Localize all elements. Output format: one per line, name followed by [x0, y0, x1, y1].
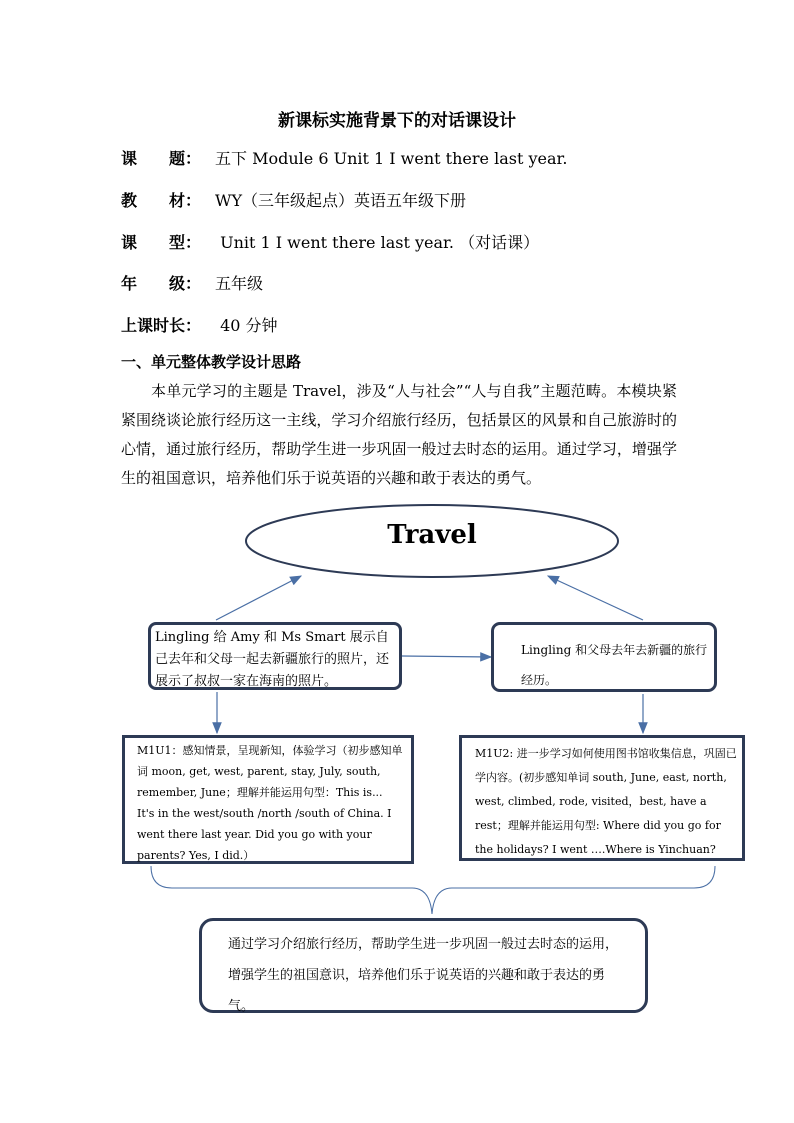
meta-label: 年 级：	[121, 274, 202, 293]
m1u2-box: M1U2: 进一步学习如何使用图书馆收集信息，巩固已学内容。(初步感知单词 south, June, east, north, west, climbed, rode, visited，best, have a rest；理解并能运用句型: Where did you go for the holidays? I went ….Where is Yinchuan?	[459, 735, 745, 861]
arrow-left-to-travel	[216, 576, 301, 620]
meta-value: Unit 1 I went there last year. （对话课）	[215, 233, 540, 252]
left-box: Lingling 给 Amy 和 Ms Smart 展示自己去年和父母一起去新疆旅行的照片，还展示了叔叔一家在海南的照片。	[148, 622, 402, 690]
m1u1-box: M1U1：感知情景，呈现新知，体验学习（初步感知单词 moon, get, west, parent, stay, July, south, remember, June；理解并能运用句型：This is... It's in the west/south /north /south of China. I went there last year. Did you go with your parents? Yes, I did.）	[122, 735, 414, 864]
meta-value: 五下 Module 6 Unit 1 I went there last year.	[215, 149, 568, 168]
meta-label: 课 型：	[121, 233, 202, 252]
page-title: 新课标实施背景下的对话课设计	[278, 111, 516, 131]
meta-label: 课 题：	[121, 149, 202, 168]
arrow-left-to-right	[402, 656, 491, 657]
meta-value: 五年级	[215, 274, 264, 293]
diagram-center-label: Travel	[387, 520, 477, 550]
section-heading: 一、单元整体教学设计思路	[121, 353, 302, 371]
brace	[151, 866, 715, 914]
meta-value: 40 分钟	[215, 316, 278, 335]
section-paragraph: 本单元学习的主题是 Travel，涉及“人与社会”“人与自我”主题范畴。本模块紧紧围绕谈论旅行经历这一主线，学习介绍旅行经历，包括景区的风景和自己旅游时的心情，通过旅行经历，帮助学生进一步巩固一般过去时态的运用。通过学习，增强学生的祖国意识，培养他们乐于说英语的兴趣和敢于表达的勇气。	[121, 382, 677, 487]
meta-label: 教 材：	[121, 191, 202, 210]
arrow-right-to-travel	[548, 576, 643, 620]
right-box: Lingling 和父母去年去新疆的旅行经历。	[491, 622, 717, 692]
meta-label: 上课时长：	[121, 316, 202, 335]
meta-value: WY（三年级起点）英语五年级下册	[215, 191, 467, 210]
summary-box: 通过学习介绍旅行经历，帮助学生进一步巩固一般过去时态的运用，增强学生的祖国意识，培养他们乐于说英语的兴趣和敢于表达的勇气。	[199, 918, 648, 1013]
